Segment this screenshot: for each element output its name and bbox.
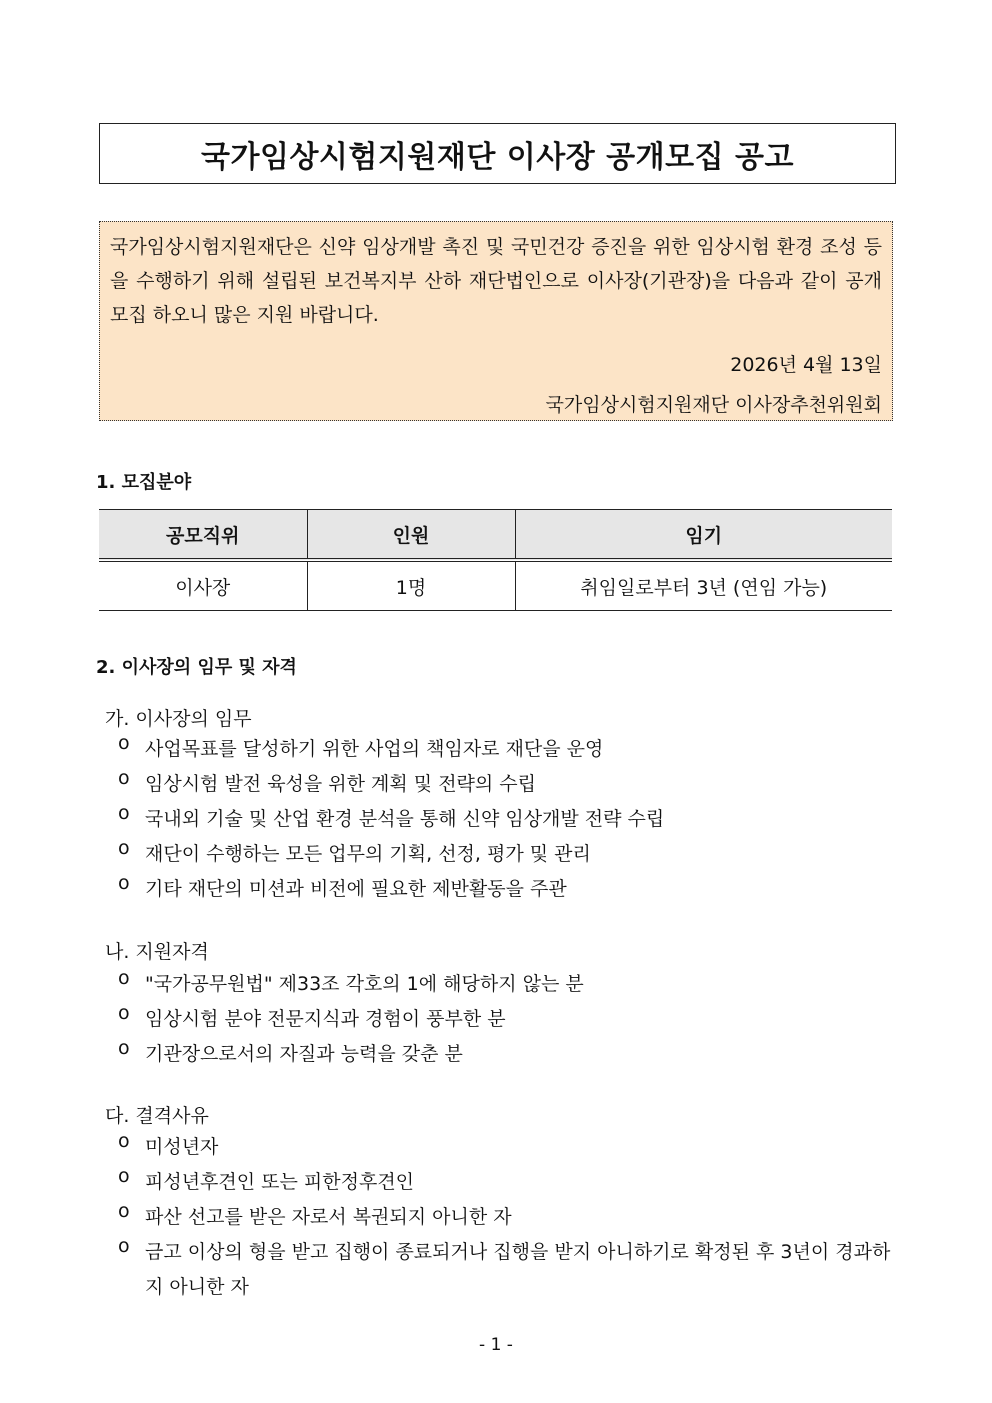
list-item xyxy=(118,1037,895,1072)
bullet-marker: o xyxy=(118,1130,130,1152)
header-headcount: 인원 xyxy=(307,510,515,561)
notice-body: 국가임상시험지원재단은 신약 임상개발 촉진 및 국민건강 증진을 위한 임상시험 환경 조성 등을 수행하기 위해 설립된 보건복지부 산하 재단법인으로 이사장(기관장)을 다음과 같이 공개모집 하오니 많은 지원 바랍니다. xyxy=(110,236,882,326)
header-term: 임기 xyxy=(515,510,892,561)
list-item-text: 피성년후견인 또는 피한정후견인 xyxy=(145,1171,415,1193)
title-box xyxy=(99,123,896,184)
cell-term: 취임일로부터 3년 (연임 가능) xyxy=(515,560,892,611)
table-row xyxy=(99,560,892,611)
list-item xyxy=(118,1165,895,1200)
list-item-text: 임상시험 분야 전문지식과 경험이 풍부한 분 xyxy=(145,1008,506,1030)
page-number: - 1 - xyxy=(479,1335,513,1355)
subsection-duties-label: 가. 이사장의 임무 xyxy=(105,708,252,730)
list-item xyxy=(118,1200,895,1235)
header-position: 공모직위 xyxy=(99,510,307,561)
bullet-marker: o xyxy=(118,1002,130,1024)
list-item xyxy=(118,732,895,767)
bullet-marker: o xyxy=(118,1200,130,1222)
bullet-marker: o xyxy=(118,1037,130,1059)
bullet-marker: o xyxy=(118,967,130,989)
list-item-text: 파산 선고를 받은 자로서 복권되지 아니한 자 xyxy=(145,1206,512,1228)
bullet-marker: o xyxy=(118,767,130,789)
cell-headcount: 1명 xyxy=(307,560,515,611)
bullet-marker: o xyxy=(118,837,130,859)
list-item xyxy=(118,767,895,802)
list-item xyxy=(118,967,895,1002)
subsection-qualifications-label: 나. 지원자격 xyxy=(105,941,209,963)
list-item-text: 재단이 수행하는 모든 업무의 기획, 선정, 평가 및 관리 xyxy=(145,843,591,865)
list-item xyxy=(118,1002,895,1037)
notice-date: 2026년 4월 13일 xyxy=(730,354,882,376)
recruitment-table xyxy=(99,509,892,611)
section1-heading: 1. 모집분야 xyxy=(96,472,192,493)
section2-heading: 2. 이사장의 임무 및 자격 xyxy=(96,657,297,678)
list-item-text: 사업목표를 달성하기 위한 사업의 책임자로 재단을 운영 xyxy=(145,738,604,760)
list-item xyxy=(118,802,895,837)
list-item xyxy=(118,1235,895,1305)
bullet-marker: o xyxy=(118,1235,130,1257)
notice-organization: 국가임상시험지원재단 이사장추천위원회 xyxy=(545,394,882,416)
list-item-text: 미성년자 xyxy=(145,1136,219,1158)
bullet-marker: o xyxy=(118,1165,130,1187)
bullet-marker: o xyxy=(118,802,130,824)
list-item xyxy=(118,837,895,872)
subsection-disqualifications-label: 다. 결격사유 xyxy=(105,1105,209,1127)
list-item-text: 기관장으로서의 자질과 능력을 갖춘 분 xyxy=(145,1043,463,1065)
notice-box xyxy=(99,221,893,421)
list-item-text: "국가공무원법" 제33조 각호의 1에 해당하지 않는 분 xyxy=(145,973,584,995)
list-item-text: 기타 재단의 미션과 비전에 필요한 제반활동을 주관 xyxy=(145,878,567,900)
list-item xyxy=(118,872,895,907)
table-header-row xyxy=(99,510,892,561)
page-title: 국가임상시험지원재단 이사장 공개모집 공고 xyxy=(201,139,794,175)
list-item-text: 금고 이상의 형을 받고 집행이 종료되거나 집행을 받지 아니하기로 확정된 후 3년이 경과하지 아니한 자 xyxy=(145,1241,891,1298)
bullet-marker: o xyxy=(118,872,130,894)
list-item xyxy=(118,1130,895,1165)
list-item-text: 임상시험 발전 육성을 위한 계획 및 전략의 수립 xyxy=(145,773,537,795)
list-item-text: 국내외 기술 및 산업 환경 분석을 통해 신약 임상개발 전략 수립 xyxy=(145,808,665,830)
cell-position: 이사장 xyxy=(99,560,307,611)
bullet-marker: o xyxy=(118,732,130,754)
